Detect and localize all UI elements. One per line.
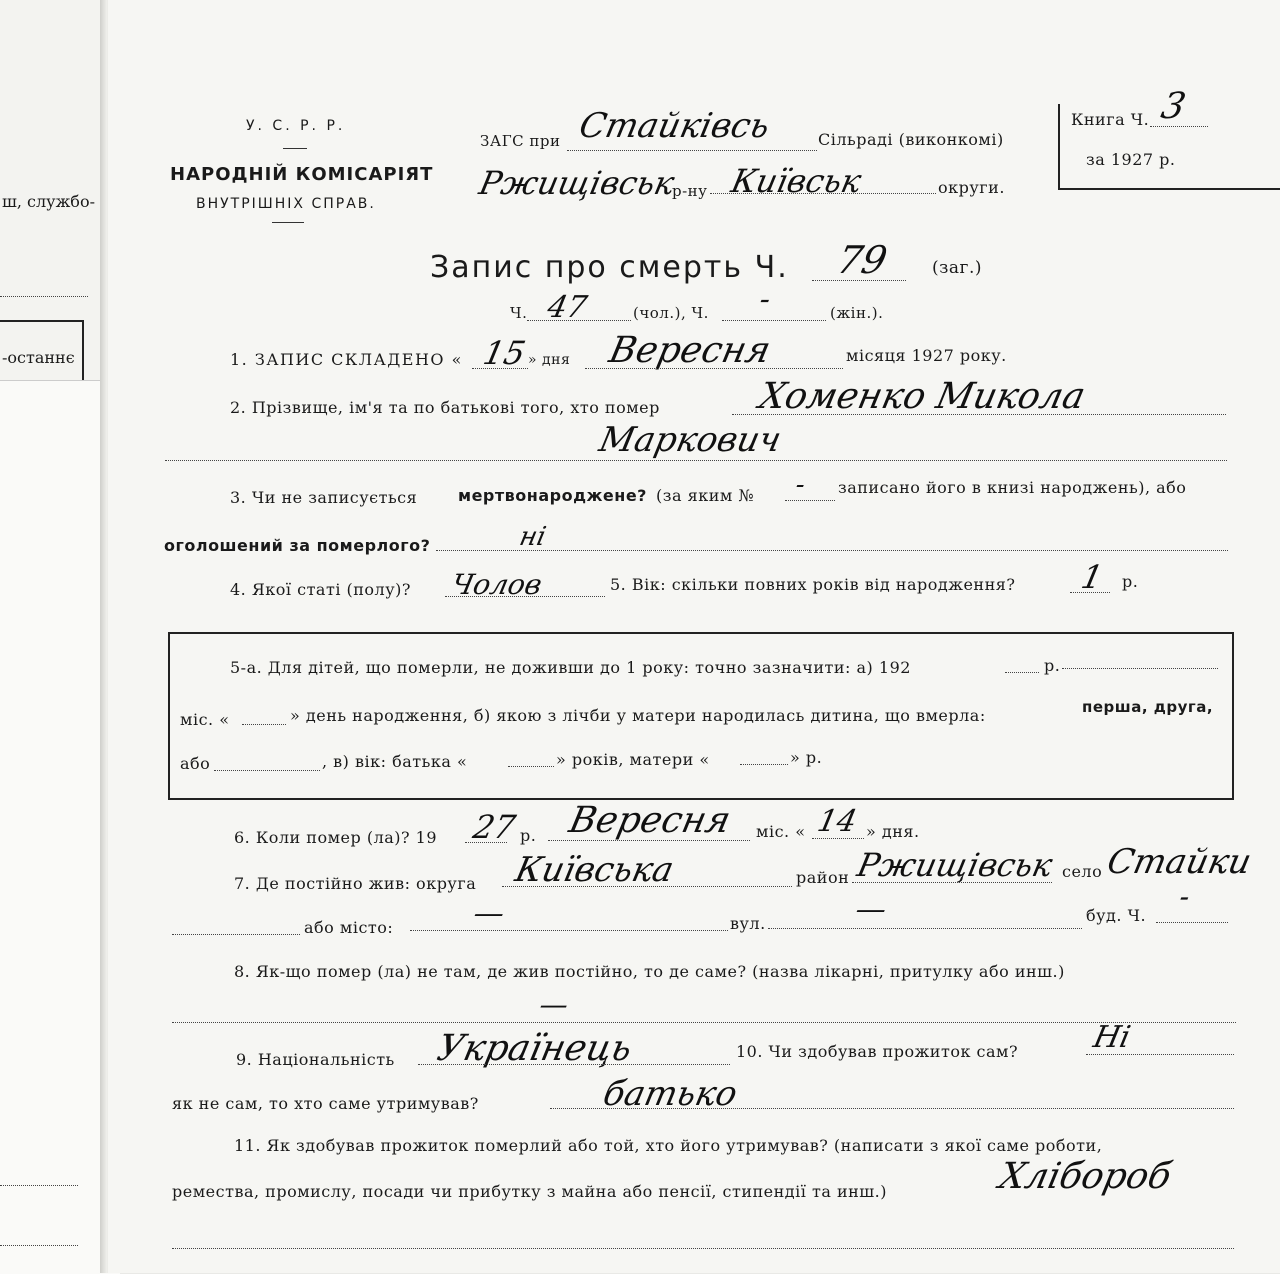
field-2-value-2: Маркович (595, 420, 785, 460)
left-page-dots-2 (0, 1185, 78, 1186)
female-dots (722, 320, 826, 321)
female-label: (жін.). (830, 304, 884, 322)
field-6-suffix: » дня. (866, 822, 920, 841)
field-6-day-dots (812, 838, 864, 839)
male-count: 47 (544, 290, 590, 325)
field-6-day: 14 (814, 804, 860, 839)
female-count: - (756, 282, 774, 317)
zags-prefix: ЗАГС при (480, 132, 561, 150)
field-3-stillborn: мертвонароджене? (458, 486, 647, 505)
field-2-label: 2. Прізвище, ім'я та по батькові того, хто помер (230, 398, 660, 417)
okrug-dots (710, 193, 936, 194)
field-7b-city-value: — (470, 896, 508, 931)
field-3-rest-2: записано його в книзі народжень), або (838, 478, 1187, 497)
record-number: 79 (833, 238, 892, 282)
field-2-dots-2 (165, 460, 1227, 461)
infant-line-3-d: » р. (790, 748, 823, 767)
infant-line-3-c: » років, матери « (556, 750, 710, 769)
infant-line-2-a: міс. « (180, 710, 230, 729)
field-6-r: р. (520, 826, 537, 845)
field-1-day: 15 (479, 334, 529, 372)
field-10b-value: батько (599, 1074, 741, 1114)
field-6-label: 6. Коли помер (ла)? 19 (234, 828, 438, 847)
field-1-label: 1. ЗАПИС СКЛАДЕНО « (230, 350, 463, 369)
okrug-value: Київськ (727, 162, 865, 200)
field-5-suffix: р. (1122, 572, 1139, 591)
header-rule-2 (272, 222, 304, 223)
book-year: за 1927 р. (1086, 150, 1176, 169)
field-8-dots (172, 1022, 1236, 1023)
left-page-text-1: ш, службо- (2, 192, 95, 211)
field-10-value: Ні (1090, 1020, 1134, 1055)
field-2-dots (732, 414, 1226, 415)
male-label: (чол.), Ч. (633, 304, 709, 322)
field-7b-house-dots (1156, 922, 1228, 923)
field-9-label: 9. Національність (236, 1050, 395, 1069)
infant-line-1-end: р. (1044, 656, 1061, 675)
field-4-value: Чолов (448, 568, 545, 601)
left-page-dots-3 (0, 1245, 78, 1246)
field-3-value: ні (516, 522, 549, 552)
field-11-value: Хлібороб (995, 1156, 1175, 1197)
field-7b-street-value: — (852, 892, 890, 927)
field-5-value: 1 (1077, 558, 1107, 596)
infant-line-3-a: або (180, 754, 211, 773)
field-1-day-dots (472, 368, 528, 369)
ussr-label: У. С. Р. Р. (246, 118, 346, 134)
field-7-selo: Стайки (1103, 842, 1255, 882)
infant-or-dots (214, 770, 320, 771)
field-7-raion: Ржищівськ (853, 846, 1056, 884)
field-8-label: 8. Як-що помер (ла) не там, де жив постійно, то де саме? (назва лікарні, притулку або инш.) (234, 962, 1065, 981)
district-value: Ржищівськ (475, 164, 678, 202)
commissariat-title: НАРОДНІЙ КОМІСАРІЯТ (170, 164, 434, 185)
zags-dots (567, 150, 817, 151)
infant-year-dots (1005, 672, 1039, 673)
infant-line-1: 5-а. Для дітей, що померли, не доживши до 1 року: точно зазначити: а) 192 (230, 658, 911, 677)
book-number: 3 (1157, 86, 1190, 127)
ch-label: Ч. (510, 304, 528, 322)
field-1-month-dots (585, 368, 843, 369)
field-2-value: Хоменко Микола (755, 376, 1089, 417)
field-7-raion-dots (852, 882, 1052, 883)
field-3-dots (436, 550, 1228, 551)
infant-month-dots (242, 724, 286, 725)
field-5-label: 5. Вік: скільки повних років від народження? (610, 575, 1016, 594)
field-1-day-suffix: » дня (528, 352, 571, 368)
field-7-okrug-dots (502, 886, 792, 887)
field-5-dots (1070, 592, 1110, 593)
field-7b-city-label: або місто: (304, 918, 394, 937)
district-label: р-ну (672, 182, 708, 200)
field-7b-dots-a (172, 934, 300, 935)
okrug-label: округи. (938, 178, 1005, 197)
zags-value: Стайківсь (575, 106, 774, 146)
book-dots (1150, 126, 1208, 127)
field-4-label: 4. Якої статі (полу)? (230, 580, 411, 599)
header-rule (283, 148, 307, 149)
field-6-mis: міс. « (756, 822, 806, 841)
council-label: Сільраді (виконкомі) (818, 130, 1004, 149)
field-6-month: Вересня (565, 800, 735, 841)
field-7-selo-label: село (1062, 862, 1103, 881)
field-7b-street-label: вул. (730, 914, 766, 933)
field-3-declared-dead: оголошений за померлого? (164, 536, 431, 555)
field-10-label: 10. Чи здобував прожиток сам? (736, 1042, 1019, 1061)
field-8-value: — (536, 988, 572, 1021)
field-9-value: Українець (433, 1028, 636, 1069)
field-7b-city-dots (410, 930, 728, 931)
field-10b-dots (550, 1108, 1234, 1109)
field-1-month: Вересня (605, 330, 775, 371)
record-number-dots (812, 280, 906, 281)
field-3-label: 3. Чи не записується (230, 488, 418, 507)
field-11-line-2: ремества, промислу, посади чи прибутку з майна або пенсії, стипендії та инш.) (172, 1182, 887, 1201)
internal-affairs: ВНУТРІШНІХ СПРАВ. (196, 196, 376, 212)
field-7-raion-label: район (796, 868, 850, 887)
field-6-month-dots (548, 840, 750, 841)
infant-line-3-b: , в) вік: батька « (322, 752, 468, 771)
infant-birth-order: перша, друга, (1082, 698, 1214, 716)
record-title: Запис про смерть Ч. (430, 250, 789, 285)
field-7-okrug: Київська (511, 850, 678, 890)
field-7b-house-label: буд. Ч. (1086, 906, 1147, 925)
field-4-dots (445, 596, 605, 597)
field-3-rest: (за яким № (656, 486, 755, 505)
field-6-year-dots (465, 842, 507, 843)
field-7b-street-dots (768, 928, 1082, 929)
infant-line-2-b: » день народження, б) якою з лічби у матери народилась дитина, що вмерла: (290, 706, 986, 725)
infant-mother-dots (740, 764, 788, 765)
book-label: Книга Ч. (1071, 110, 1150, 129)
field-7-label: 7. Де постійно жив: округа (234, 874, 477, 893)
male-dots (527, 320, 631, 321)
field-10b-label: як не сам, то хто саме утримував? (172, 1094, 479, 1113)
field-11-label: 11. Як здобував прожиток померлий або той, хто його утримував? (написати з якої саме роботи, (234, 1136, 1103, 1155)
field-1-suffix: місяця 1927 року. (846, 346, 1007, 365)
field-11-dots (172, 1248, 1234, 1249)
field-3-number: - (792, 470, 808, 500)
field-3-num-dots (785, 500, 835, 501)
left-page-dots (0, 296, 88, 297)
infant-line-1-dots (1062, 668, 1218, 669)
field-9-dots (418, 1064, 730, 1065)
field-6-year: 27 (469, 808, 519, 846)
infant-father-dots (508, 766, 554, 767)
left-page-text-2: -останнє (2, 348, 75, 367)
record-suffix: (заг.) (932, 258, 982, 278)
field-10-dots (1086, 1054, 1234, 1055)
field-7b-house-value: - (1176, 880, 1193, 913)
